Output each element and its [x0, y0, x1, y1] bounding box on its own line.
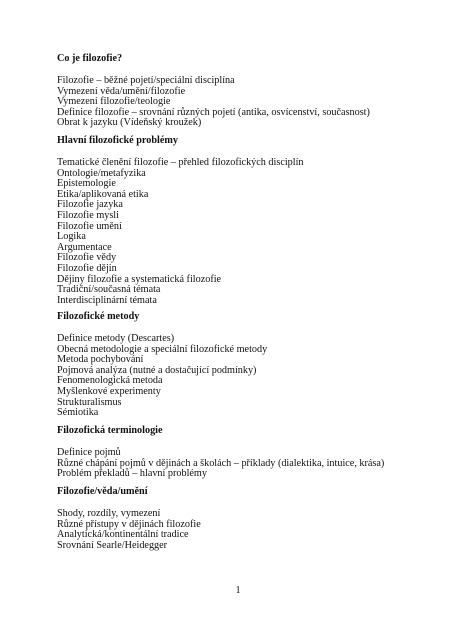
section-hlavni-problemy [57, 134, 457, 306]
list-item: Analytická/kontinentální tradice [57, 529, 189, 541]
item-list [57, 76, 457, 129]
list-item: Metoda pochybování [57, 354, 144, 366]
item-list [57, 158, 457, 306]
list-item: Definice metody (Descartes) [57, 333, 175, 344]
list-item: Ontologie/metafyzika [57, 167, 146, 179]
list-item: Filozofie jazyka [57, 199, 123, 211]
list-item: Interdisciplinární témata [57, 294, 157, 306]
section-terminologie [57, 424, 457, 480]
list-item: Epistemologie [57, 178, 116, 190]
list-item: Vymezení věda/umění/filozofie [57, 85, 186, 97]
list-item: Shody, rozdíly, vymezení [57, 508, 161, 519]
section-filozofie-veda-umeni [57, 485, 457, 551]
list-item: Různé chápání pojmů v dějinách a školách – příklady (dialektika, intuice, krása) [57, 457, 385, 469]
item-list [57, 334, 457, 419]
list-item: Strukturalismus [57, 396, 122, 408]
list-item: Obrat k jazyku (Vídeňský kroužek) [57, 117, 202, 129]
list-item: Fenomenologická metoda [57, 375, 163, 387]
list-item: Srovnání Searle/Heidegger [57, 539, 168, 551]
section-heading: Filozofická terminologie [57, 425, 163, 436]
list-item: Dějiny filozofie a systematická filozofie [57, 273, 222, 285]
list-item: Problém překladů – hlavní problémy [57, 468, 207, 480]
list-item: Etika/aplikovaná etika [57, 188, 149, 200]
list-item: Filozofie mysli [57, 209, 119, 221]
list-item: Sémiotika [57, 407, 99, 419]
list-item: Pojmová analýza (nutné a dostačující podmínky) [57, 364, 257, 376]
list-item: Filozofie – běžné pojetí/speciální disciplína [57, 75, 235, 86]
section-heading: Filozofie/věda/umění [57, 486, 148, 497]
item-list [57, 509, 457, 551]
list-item: Myšlenkové experimenty [57, 385, 161, 397]
list-item: Tradiční/současná témata [57, 284, 161, 296]
page-number: 1 [235, 585, 241, 596]
list-item: Definice filozofie – srovnání různých pojetí (antika, osvícenství, současnost) [57, 106, 370, 118]
list-item: Různé přístupy v dějinách filozofie [57, 518, 201, 530]
section-co-je-filozofie [57, 52, 457, 129]
list-item: Filozofie dějin [57, 262, 117, 274]
item-list [57, 448, 457, 480]
list-item: Filozofie umění [57, 220, 122, 232]
list-item: Definice pojmů [57, 447, 121, 458]
section-heading: Co je filozofie? [57, 53, 123, 64]
list-item: Logika [57, 231, 86, 243]
list-item: Vymezení filozofie/teologie [57, 96, 171, 108]
section-filozoficke-metody [57, 310, 457, 419]
list-item: Argumentace [57, 241, 112, 253]
section-heading: Hlavní filozofické problémy [57, 135, 178, 146]
section-heading: Filozofické metody [57, 311, 140, 322]
list-item: Filozofie vědy [57, 252, 117, 264]
list-item: Obecná metodologie a speciální filozofické metody [57, 343, 268, 355]
list-item: Tematické členění filozofie – přehled filozofických disciplín [57, 157, 304, 168]
